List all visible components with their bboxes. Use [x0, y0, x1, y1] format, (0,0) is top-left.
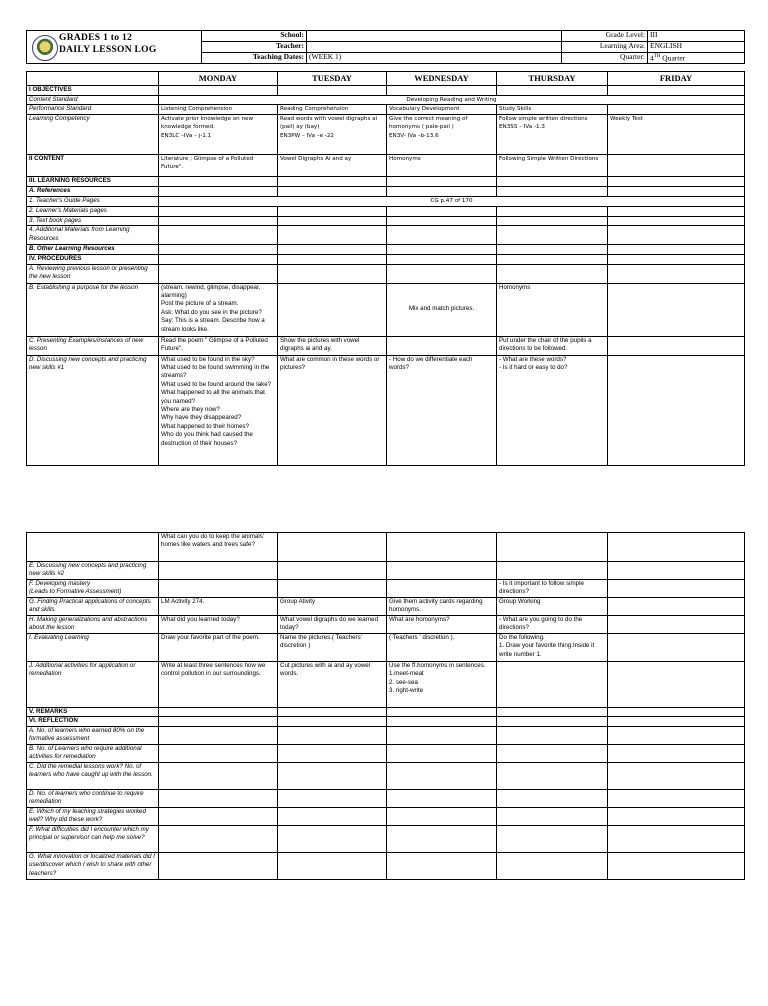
- lc-tuesday: Read words with vowel digraphs ai (pail) ay (bay) EN3PW – IVa –e -22: [278, 114, 387, 154]
- section-objectives: I OBJECTIVES: [27, 86, 159, 96]
- day-header-friday: FRIDAY: [608, 72, 745, 86]
- lesson-table-page1: [26, 71, 745, 466]
- i-monday: Draw your favorite part of the poem.: [159, 634, 278, 662]
- content-thursday: Following Simple Written Directions: [497, 154, 608, 176]
- d-monday: What used to be found in the sky? What used to be found swimming in the streams? What used to be found around the lake? What happened to all the animals that you named? Where are they now? Why have they disappeared? What happened to their homes? Who do you think had caused the destruction of their houses?: [159, 355, 278, 465]
- i-thursday: Do the following. 1. Draw your favorite thing.Inside it write number 1.: [497, 634, 608, 662]
- content-standard-value: Developing Reading and Writing: [159, 96, 745, 105]
- row-label-learning-competency: Learning Competency: [27, 114, 159, 154]
- section-content: II CONTENT: [27, 154, 159, 176]
- section-remarks: V. REMARKS: [27, 708, 159, 717]
- row-label-ref-a: A. No. of learners who earned 80% on the formative assessment: [27, 726, 159, 744]
- row-label-proc-h: H. Making generalizations and abstractions about the lesson: [27, 616, 159, 634]
- row-label-proc-d: D. Discussing new concepts and practicing new skills #1: [27, 355, 159, 465]
- row-label-other-resources: B. Other Learning Resources: [27, 245, 159, 255]
- teacher-value[interactable]: [307, 42, 562, 53]
- lc-thursday: Follow simple written directions EN3SS – IVa -1.3: [497, 114, 608, 154]
- g-tuesday: Group Ativity: [278, 598, 387, 616]
- row-label-ref-b: B. No. of Learners who require additional activities for remediation: [27, 744, 159, 762]
- logo-cell: [27, 31, 202, 64]
- row-label-proc-j: J. Additional activities for application or remediation: [27, 662, 159, 708]
- lesson-log-header: [26, 30, 744, 64]
- row-label-proc-a: A. Reviewing previous lesson or presenting the new lesson: [27, 264, 159, 283]
- row-label-ref-g: G. What innovation or localized materials did I use/discover which I wish to share with other teachers?: [27, 852, 159, 879]
- content-tuesday: Vowel Digraphs Ai and ay: [278, 154, 387, 176]
- f-thursday: - Is it important to follow simple directions?: [497, 580, 608, 598]
- d-thursday: - What are these words? - Is it hard or easy to do?: [497, 355, 608, 465]
- row-label-ref-f: F. What difficulties did I encounter which my principal or supervisor can help me solve?: [27, 825, 159, 852]
- quarter-label: Quarter:: [562, 53, 648, 64]
- lc-monday: Activate prior knowledge on new knowledge formed. EN3LC –IVa – j-1.1: [159, 114, 278, 154]
- deped-seal-icon: [32, 35, 58, 61]
- row-label-ref-e: E. Which of my teaching strategies worked well? Why did these work?: [27, 807, 159, 825]
- school-value[interactable]: [307, 31, 562, 42]
- row-label-proc-g: G. Finding Practical applications of concepts and skills: [27, 598, 159, 616]
- grade-level-label: Grade Level:: [562, 31, 648, 42]
- corner-cell: [27, 72, 159, 86]
- row-label-proc-e: E. Discussing new concepts and practicing new skills #2: [27, 562, 159, 580]
- d-tuesday: What are common in these words or pictures?: [278, 355, 387, 465]
- j-tuesday: Cut pictures with ai and ay vowel words.: [278, 662, 387, 708]
- section-reflection: VI. REFLECTION: [27, 717, 159, 726]
- row-label-proc-b: B. Establishing a purpose for the lesson: [27, 283, 159, 336]
- h-wednesday: What are homonyms?: [387, 616, 497, 634]
- learning-area-label: Learning Area:: [562, 42, 648, 53]
- row-label-lm-pages: 2. Learner's Materials pages: [27, 206, 159, 216]
- b-thursday: Homonyms: [497, 283, 608, 336]
- content-monday: Literature ; Glimpse of a Polluted Future".: [159, 154, 278, 176]
- lc-wednesday: Give the correct meaning of homonyms ( pale-pail ) EN3V- IVa –b-13.6: [387, 114, 497, 154]
- section-learning-resources: III. LEARNING RESOURCES: [27, 176, 159, 186]
- row-label-additional-materials: 4. Additional Materials from Learning Resources: [27, 226, 159, 245]
- perf-wednesday: Vocabulary Development: [387, 105, 497, 114]
- quarter-word: Quarter: [660, 53, 686, 63]
- grade-level-value[interactable]: III: [648, 31, 745, 42]
- logo-title-line1: GRADES 1 to 12: [59, 33, 133, 43]
- row-label-performance-standard: Performance Standard: [27, 105, 159, 114]
- g-wednesday: Give them activity cards regarding homonyms.: [387, 598, 497, 616]
- b-wednesday: Mix and match pictures.: [387, 283, 497, 336]
- quarter-number: 4: [650, 53, 654, 63]
- teaching-dates-value[interactable]: (WEEK 1): [307, 53, 562, 64]
- h-thursday: - What are you going to do the directions?: [497, 616, 608, 634]
- i-wednesday: ( Teachers ' discretion ).: [387, 634, 497, 662]
- row-label-ref-d: D. No. of learners who continue to require remediation: [27, 789, 159, 807]
- row-label-ref-c: C. Did the remedial lessons work? No. of learners who have caught up with the lesson.: [27, 762, 159, 789]
- b-monday: (stream, rewind, glimpse, disappear, alarming) Post the picture of a stream. Ask: What do you see in the picture? Say: This is a stream. Describe how a stream looks like.: [159, 283, 278, 336]
- teacher-label: Teacher:: [202, 42, 307, 53]
- school-label: School:: [202, 31, 307, 42]
- section-procedures: IV. PROCEDURES: [27, 255, 159, 264]
- perf-tuesday: Reading Comprehension: [278, 105, 387, 114]
- logo-title-line2: DAILY LESSON LOG: [59, 45, 157, 55]
- day-header-thursday: THURSDAY: [497, 72, 608, 86]
- g-monday: LM Activity 274.: [159, 598, 278, 616]
- i-tuesday: Name the pictures.( Teachers' discretion ): [278, 634, 387, 662]
- d-wednesday: - How do we differentiate each words?: [387, 355, 497, 465]
- tg-pages-value: CG p.47 of 170: [159, 196, 745, 206]
- row-label-proc-c: C. Presenting Examples/instances of new lesson: [27, 336, 159, 355]
- j-wednesday: Use the ff.homonyms in sentences. 1.meet-meat 2. see-sea 3. right-write: [387, 662, 497, 708]
- j-monday: Write at least three sentences how we control pollution in our surroundings.: [159, 662, 278, 708]
- c-tuesday: Show the pictures with vowel digraphs ai and ay.: [278, 336, 387, 355]
- lesson-table-page2: [26, 532, 745, 880]
- day-header-wednesday: WEDNESDAY: [387, 72, 497, 86]
- g-thursday: Group Working: [497, 598, 608, 616]
- lc-friday: Weekly Test: [608, 114, 745, 154]
- perf-monday: Listening Comprehension: [159, 105, 278, 114]
- row-label-tg-pages: 1. Teacher's Guide Pages: [27, 196, 159, 206]
- row-label-references: A. References: [27, 186, 159, 196]
- quarter-suffix: TH: [653, 54, 661, 59]
- row-label-proc-f: F. Developing mastery (Leads to Formative Assessment): [27, 580, 159, 598]
- day-header-tuesday: TUESDAY: [278, 72, 387, 86]
- h-monday: What did you learned today?: [159, 616, 278, 634]
- row-label-content-standard: Content Standard: [27, 96, 159, 105]
- day-header-monday: MONDAY: [159, 72, 278, 86]
- h-tuesday: What vowel digraphs do we learned today?: [278, 616, 387, 634]
- c-monday: Read the poem " Glimpse of a Polluted Future".: [159, 336, 278, 355]
- row-label-textbook-pages: 3. Text book pages: [27, 216, 159, 225]
- teaching-dates-label: Teaching Dates:: [202, 53, 307, 64]
- content-wednesday: Homonyms: [387, 154, 497, 176]
- c-thursday: Put under the chair of the pupils a directions to be followed.: [497, 336, 608, 355]
- learning-area-value[interactable]: ENGLISH: [648, 42, 745, 53]
- top-monday: What can you do to keep the animals' homes like waters and trees safe?: [159, 533, 278, 562]
- row-label-proc-i: I. Evaluating Learning: [27, 634, 159, 662]
- quarter-value[interactable]: [648, 53, 745, 64]
- perf-thursday: Study Skills: [497, 105, 608, 114]
